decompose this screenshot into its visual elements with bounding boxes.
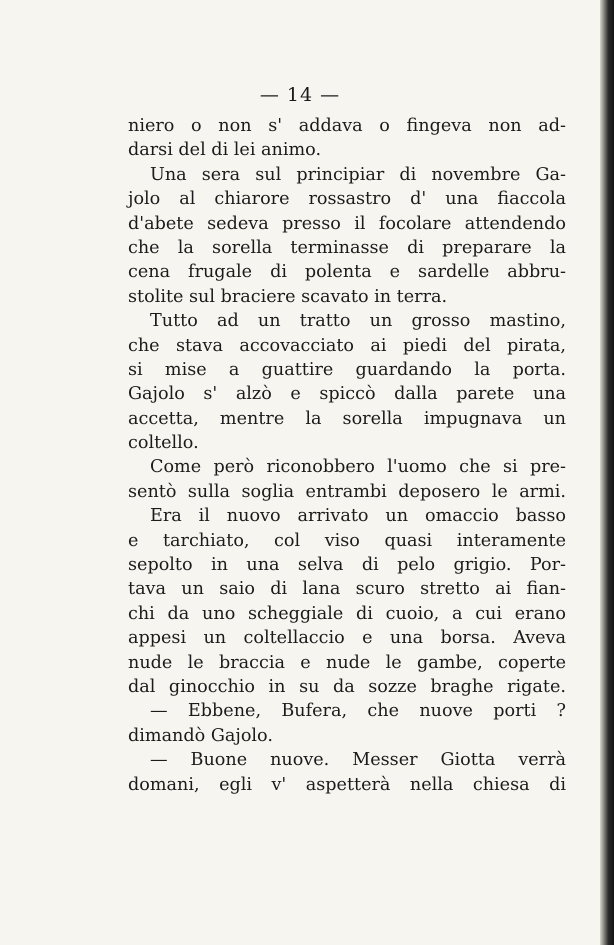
page-edge (600, 0, 614, 945)
text-line: che stava accovacciato ai piedi del pirata, (128, 335, 566, 356)
text-line: domani, egli v' aspetterà nella chiesa di (128, 774, 566, 795)
text-line: appesi un coltellaccio e una borsa. Aveva (128, 628, 566, 649)
text-line: Era il nuovo arrivato un omaccio basso (150, 506, 566, 527)
text-line: si mise a guattire guardando la porta. (128, 359, 566, 380)
text-line: — Buone nuove. Messer Giotta verrà (150, 750, 566, 771)
text-line: sentò sulla soglia entrambi deposero le armi. (128, 481, 566, 502)
text-line: Come però riconobbero l'uomo che si pre- (150, 457, 566, 478)
text-line: Tutto ad un tratto un grosso mastino, (150, 311, 566, 332)
text-line: — Ebbene, Bufera, che nuove porti ? (150, 701, 566, 722)
text-line: chi da uno scheggiale di cuoio, a cui erano (128, 603, 566, 624)
text-line: sepolto in una selva di pelo grigio. Por- (128, 555, 566, 576)
text-line: accetta, mentre la sorella impugnava un (128, 408, 566, 429)
text-line: Una sera sul principiar di novembre Ga- (150, 164, 566, 185)
text-line: nude le braccia e nude le gambe, coperte (128, 652, 566, 673)
text-line: niero o non s' addava o fingeva non ad- (128, 116, 566, 136)
text-line: e tarchiato, col viso quasi interamente (128, 530, 566, 551)
text-line: d'abete sedeva presso il focolare attendendo (128, 213, 566, 234)
text-line: tava un saio di lana scuro stretto ai fian- (128, 579, 566, 600)
text-line: jolo al chiarore rossastro d' una fiaccola (128, 189, 566, 210)
text-line: che la sorella terminasse di preparare la (128, 237, 566, 258)
text-line: darsi del di lei animo. (128, 140, 322, 161)
text-line: coltello. (128, 433, 199, 454)
text-line: cena frugale di polenta e sardelle abbru- (128, 262, 566, 283)
text-line: dimandò Gajolo. (128, 725, 273, 746)
text-line: stolite sul braciere scavato in terra. (128, 286, 448, 307)
body-text (128, 114, 566, 797)
page-number: — 14 — (259, 84, 341, 106)
text-line: Gajolo s' alzò e spiccò dalla parete una (128, 384, 566, 405)
text-line: dal ginocchio in su da sozze braghe rigate. (128, 676, 566, 697)
